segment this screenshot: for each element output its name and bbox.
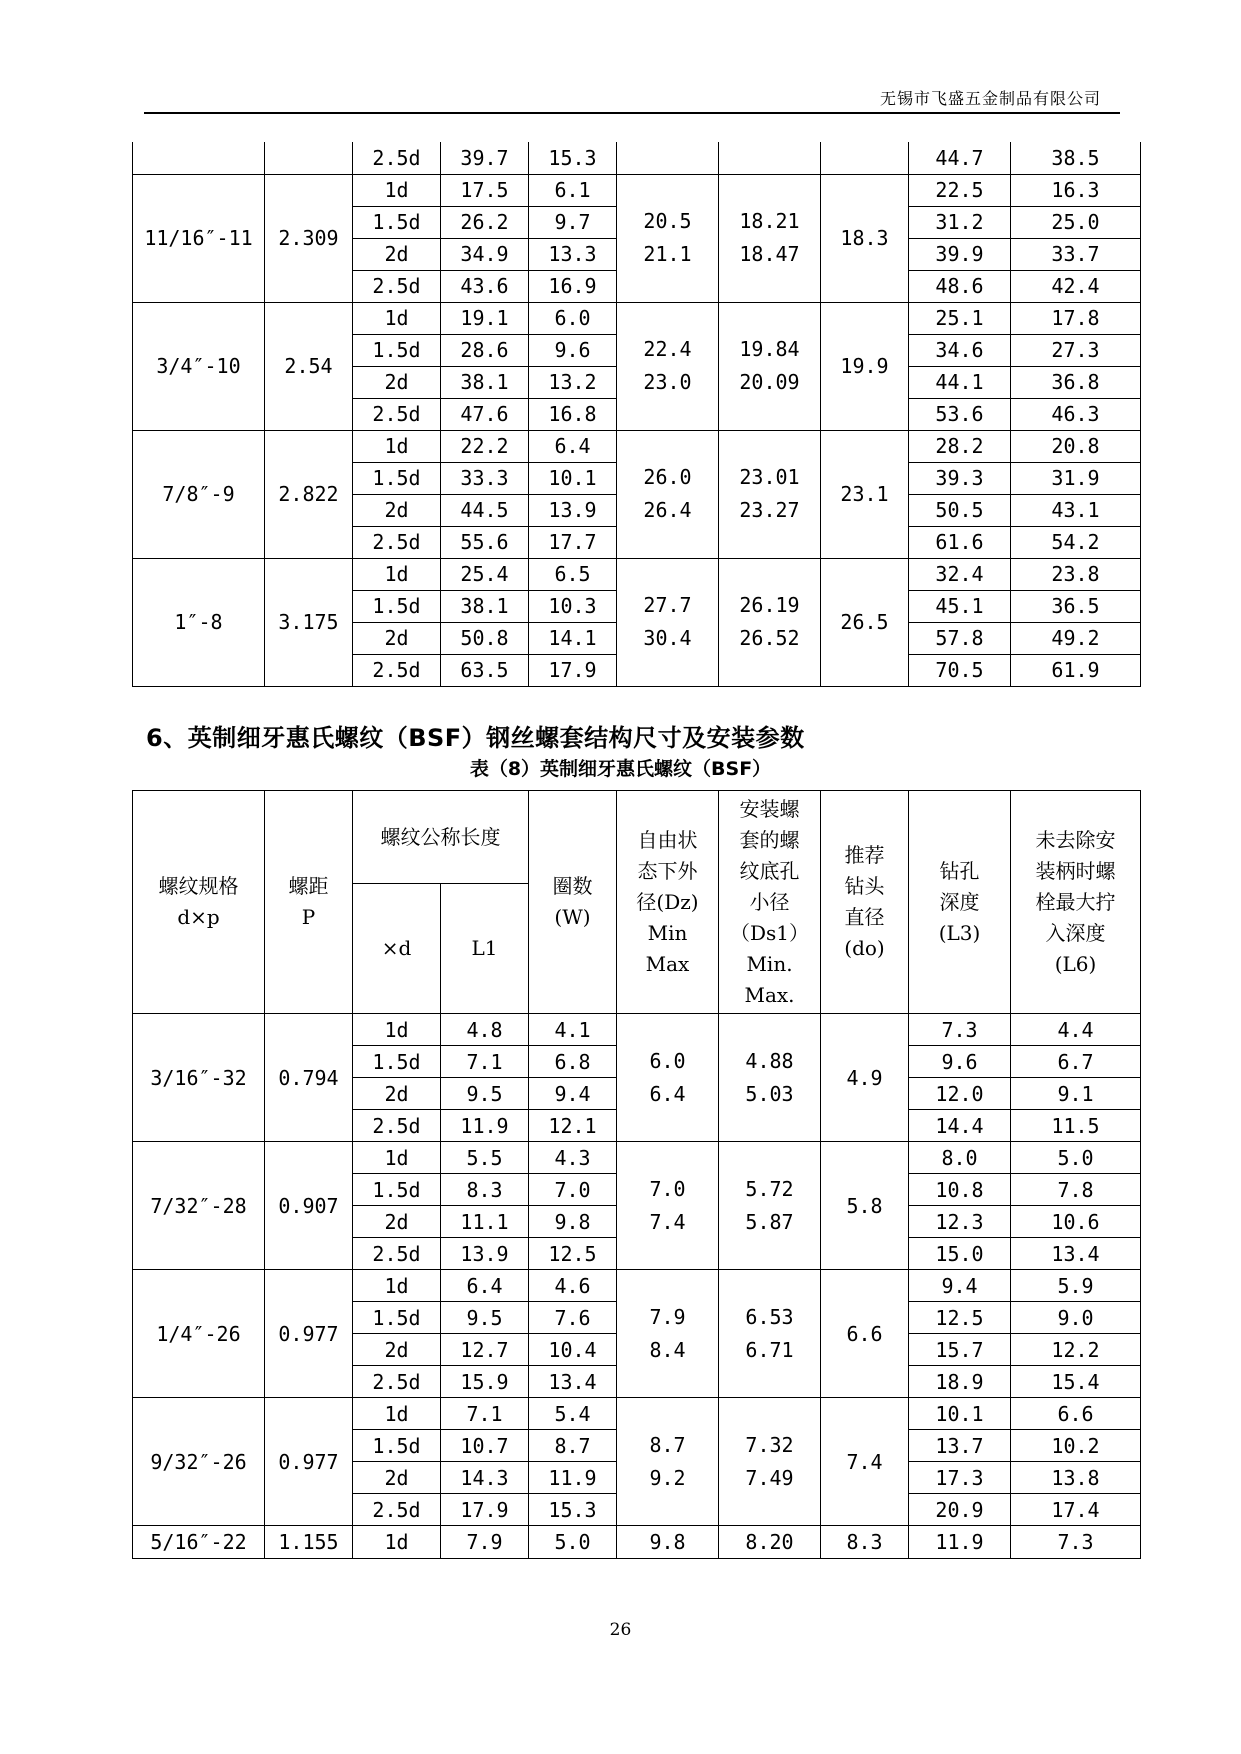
header-spec: 螺纹规格 d×p [133, 791, 265, 1014]
nominal-multiple: 2d [353, 622, 441, 654]
ds1-min: 5.72 [745, 1176, 794, 1201]
drill-depth-l3: 18.9 [909, 1366, 1011, 1398]
coils-w: 4.1 [529, 1014, 617, 1046]
tap-minor-diameter [719, 1142, 821, 1270]
drill-depth-l3: 8.0 [909, 1142, 1011, 1174]
nominal-multiple: 1d [353, 558, 441, 590]
length-l1: 26.2 [441, 206, 529, 238]
ds1-max: 26.52 [739, 626, 800, 650]
max-depth-l6: 9.0 [1011, 1302, 1141, 1334]
coils-w: 6.1 [529, 174, 617, 206]
coils-w: 9.6 [529, 334, 617, 366]
length-l1: 9.5 [441, 1078, 529, 1110]
drill-depth-l3: 10.8 [909, 1174, 1011, 1206]
coils-w: 4.3 [529, 1142, 617, 1174]
drill-depth-l3: 31.2 [909, 206, 1011, 238]
tap-minor-diameter [719, 558, 821, 686]
drill-depth-l3: 14.4 [909, 1110, 1011, 1142]
length-l1: 11.9 [441, 1110, 529, 1142]
max-depth-l6: 33.7 [1011, 238, 1141, 270]
coils-w: 14.1 [529, 622, 617, 654]
nominal-multiple: 2.5d [353, 654, 441, 686]
drill-depth-l3: 7.3 [909, 1014, 1011, 1046]
empty-cell [133, 142, 265, 174]
dz-max: 9.2 [649, 1465, 686, 1490]
nominal-multiple: 2.5d [353, 526, 441, 558]
coils-w: 10.4 [529, 1334, 617, 1366]
drill-depth-l3: 53.6 [909, 398, 1011, 430]
header-drill-diameter: 推荐 钻头 直径 (do) [821, 791, 909, 1014]
coils-w: 16.9 [529, 270, 617, 302]
thread-spec: 9/32″-26 [133, 1398, 265, 1526]
dz-min: 20.5 [643, 209, 692, 233]
length-l1: 10.7 [441, 1430, 529, 1462]
drill-depth-l3: 25.1 [909, 302, 1011, 334]
coils-w: 7.6 [529, 1302, 617, 1334]
nominal-multiple: 2.5d [353, 270, 441, 302]
length-l1: 5.5 [441, 1142, 529, 1174]
length-l1: 63.5 [441, 654, 529, 686]
length-l1: 43.6 [441, 270, 529, 302]
max-depth-l6: 43.1 [1011, 494, 1141, 526]
length-l1: 19.1 [441, 302, 529, 334]
coils-w: 13.3 [529, 238, 617, 270]
dz-min: 22.4 [643, 337, 692, 361]
free-outer-diameter [617, 558, 719, 686]
thread-pitch: 2.822 [265, 430, 353, 558]
header-max-depth: 未去除安 装柄时螺 栓最大拧 入深度 (L6) [1011, 791, 1141, 1014]
drill-depth-l3: 39.3 [909, 462, 1011, 494]
length-l1: 38.1 [441, 590, 529, 622]
max-depth-l6: 5.9 [1011, 1270, 1141, 1302]
thread-pitch: 1.155 [265, 1526, 353, 1559]
coils-w: 9.7 [529, 206, 617, 238]
nominal-multiple: 1d [353, 174, 441, 206]
header-coils: 圈数 (W) [529, 791, 617, 1014]
page-number: 26 [609, 1620, 632, 1640]
drill-depth-l3: 17.3 [909, 1462, 1011, 1494]
max-depth-l6: 13.8 [1011, 1462, 1141, 1494]
dz-max: 7.4 [649, 1209, 686, 1234]
max-depth-l6: 27.3 [1011, 334, 1141, 366]
drill-depth-l3: 57.8 [909, 622, 1011, 654]
header-l1: L1 [441, 884, 529, 1014]
max-depth-l6: 31.9 [1011, 462, 1141, 494]
dz-min: 27.7 [643, 593, 692, 617]
length-l1: 55.6 [441, 526, 529, 558]
thread-pitch: 3.175 [265, 558, 353, 686]
nominal-multiple: 2.5d [353, 1110, 441, 1142]
drill-depth-l3: 15.0 [909, 1238, 1011, 1270]
max-depth-l6: 13.4 [1011, 1238, 1141, 1270]
tap-minor-diameter: 8.20 [719, 1526, 821, 1559]
free-outer-diameter [617, 302, 719, 430]
max-depth-l6: 6.7 [1011, 1046, 1141, 1078]
max-depth-l6: 61.9 [1011, 654, 1141, 686]
nominal-multiple: 2.5d [353, 142, 441, 174]
nominal-multiple: 2d [353, 238, 441, 270]
ds1-min: 26.19 [739, 593, 800, 617]
length-l1: 12.7 [441, 1334, 529, 1366]
coils-w: 13.2 [529, 366, 617, 398]
drill-depth-l3: 10.1 [909, 1398, 1011, 1430]
coils-w: 5.0 [529, 1526, 617, 1559]
thread-spec: 1″-8 [133, 558, 265, 686]
nominal-multiple: 2.5d [353, 398, 441, 430]
drill-depth-l3: 39.9 [909, 238, 1011, 270]
table-row [133, 430, 1141, 462]
drill-depth-l3: 50.5 [909, 494, 1011, 526]
drill-depth-l3: 9.4 [909, 1270, 1011, 1302]
max-depth-l6: 15.4 [1011, 1366, 1141, 1398]
dz-max: 6.4 [649, 1081, 686, 1106]
nominal-multiple: 1d [353, 302, 441, 334]
drill-depth-l3: 44.1 [909, 366, 1011, 398]
coils-w: 9.4 [529, 1078, 617, 1110]
tap-minor-diameter [719, 1014, 821, 1142]
length-l1: 34.9 [441, 238, 529, 270]
ds1-min: 19.84 [739, 337, 800, 361]
ds1-max: 6.71 [745, 1337, 794, 1362]
drill-diameter: 19.9 [821, 302, 909, 430]
empty-cell [821, 142, 909, 174]
dz-min: 7.0 [649, 1176, 686, 1201]
drill-diameter: 4.9 [821, 1014, 909, 1142]
drill-diameter: 26.5 [821, 558, 909, 686]
thread-spec: 7/32″-28 [133, 1142, 265, 1270]
thread-spec: 7/8″-9 [133, 430, 265, 558]
max-depth-l6: 10.2 [1011, 1430, 1141, 1462]
free-outer-diameter [617, 430, 719, 558]
max-depth-l6: 7.3 [1011, 1526, 1141, 1559]
nominal-multiple: 1.5d [353, 1302, 441, 1334]
thread-pitch: 2.54 [265, 302, 353, 430]
header-xd: ×d [353, 884, 441, 1014]
nominal-multiple: 1.5d [353, 1046, 441, 1078]
thread-spec: 3/16″-32 [133, 1014, 265, 1142]
length-l1: 7.1 [441, 1398, 529, 1430]
length-l1: 7.1 [441, 1046, 529, 1078]
coils-w: 6.5 [529, 558, 617, 590]
nominal-multiple: 1d [353, 1014, 441, 1046]
drill-depth-l3: 70.5 [909, 654, 1011, 686]
length-l1: 11.1 [441, 1206, 529, 1238]
section-title: 6、英制细牙惠氏螺纹（BSF）钢丝螺套结构尺寸及安装参数 [146, 724, 805, 752]
thread-pitch: 0.977 [265, 1270, 353, 1398]
drill-depth-l3: 12.3 [909, 1206, 1011, 1238]
max-depth-l6: 17.8 [1011, 302, 1141, 334]
max-depth-l6: 4.4 [1011, 1014, 1141, 1046]
max-depth-l6: 42.4 [1011, 270, 1141, 302]
max-depth-l6: 36.8 [1011, 366, 1141, 398]
length-l1: 17.9 [441, 1494, 529, 1526]
coils-w: 17.9 [529, 654, 617, 686]
max-depth-l6: 54.2 [1011, 526, 1141, 558]
ds1-min: 4.88 [745, 1048, 794, 1073]
drill-depth-l3: 20.9 [909, 1494, 1011, 1526]
thread-pitch: 0.907 [265, 1142, 353, 1270]
table-row [133, 1270, 1141, 1302]
ds1-max: 18.47 [739, 242, 800, 266]
length-l1: 4.8 [441, 1014, 529, 1046]
coils-w: 12.5 [529, 1238, 617, 1270]
free-outer-diameter [617, 1014, 719, 1142]
dz-max: 8.4 [649, 1337, 686, 1362]
coils-w: 5.4 [529, 1398, 617, 1430]
length-l1: 17.5 [441, 174, 529, 206]
ds1-min: 6.53 [745, 1304, 794, 1329]
coils-w: 13.4 [529, 1366, 617, 1398]
bsf-table [132, 790, 1141, 1559]
drill-diameter: 23.1 [821, 430, 909, 558]
drill-depth-l3: 12.0 [909, 1078, 1011, 1110]
dz-min: 6.0 [649, 1048, 686, 1073]
drill-depth-l3: 9.6 [909, 1046, 1011, 1078]
coils-w: 12.1 [529, 1110, 617, 1142]
table-row [133, 1014, 1141, 1046]
coils-w: 9.8 [529, 1206, 617, 1238]
max-depth-l6: 12.2 [1011, 1334, 1141, 1366]
coils-w: 16.8 [529, 398, 617, 430]
length-l1: 38.1 [441, 366, 529, 398]
coils-w: 11.9 [529, 1462, 617, 1494]
nominal-multiple: 1.5d [353, 462, 441, 494]
free-outer-diameter [617, 1270, 719, 1398]
coils-w: 6.8 [529, 1046, 617, 1078]
thread-spec: 1/4″-26 [133, 1270, 265, 1398]
max-depth-l6: 7.8 [1011, 1174, 1141, 1206]
max-depth-l6: 20.8 [1011, 430, 1141, 462]
coils-w: 13.9 [529, 494, 617, 526]
max-depth-l6: 6.6 [1011, 1398, 1141, 1430]
nominal-multiple: 1d [353, 430, 441, 462]
drill-depth-l3: 34.6 [909, 334, 1011, 366]
header-rule [144, 112, 1120, 114]
length-l1: 44.5 [441, 494, 529, 526]
header-ds1: 安装螺 套的螺 纹底孔 小径 （Ds1） Min. Max. [719, 791, 821, 1014]
max-depth-l6: 17.4 [1011, 1494, 1141, 1526]
tap-minor-diameter [719, 1270, 821, 1398]
table-row [133, 1142, 1141, 1174]
empty-cell [617, 142, 719, 174]
table-row [133, 174, 1141, 206]
max-depth-l6: 38.5 [1011, 142, 1141, 174]
nominal-multiple: 2d [353, 1078, 441, 1110]
coils-w: 10.1 [529, 462, 617, 494]
header-nominal-length: 螺纹公称长度 [353, 791, 529, 884]
length-l1: 25.4 [441, 558, 529, 590]
drill-depth-l3: 44.7 [909, 142, 1011, 174]
coils-w: 17.7 [529, 526, 617, 558]
coils-w: 10.3 [529, 590, 617, 622]
drill-depth-l3: 13.7 [909, 1430, 1011, 1462]
free-outer-diameter [617, 1142, 719, 1270]
tap-minor-diameter [719, 1398, 821, 1526]
drill-depth-l3: 61.6 [909, 526, 1011, 558]
nominal-multiple: 2d [353, 1206, 441, 1238]
drill-diameter: 18.3 [821, 174, 909, 302]
nominal-multiple: 2.5d [353, 1238, 441, 1270]
thread-pitch: 0.794 [265, 1014, 353, 1142]
nominal-multiple: 1d [353, 1398, 441, 1430]
nominal-multiple: 1.5d [353, 1174, 441, 1206]
coils-w: 8.7 [529, 1430, 617, 1462]
free-outer-diameter [617, 174, 719, 302]
table-caption: 表（8）英制细牙惠氏螺纹（BSF） [469, 758, 772, 780]
dz-min: 26.0 [643, 465, 692, 489]
tap-minor-diameter [719, 430, 821, 558]
drill-diameter: 7.4 [821, 1398, 909, 1526]
dz-max: 30.4 [643, 626, 692, 650]
table-row [133, 142, 1141, 174]
header-pitch: 螺距 P [265, 791, 353, 1014]
length-l1: 50.8 [441, 622, 529, 654]
nominal-multiple: 2d [353, 494, 441, 526]
thread-spec: 11/16″-11 [133, 174, 265, 302]
dz-min: 8.7 [649, 1432, 686, 1457]
max-depth-l6: 5.0 [1011, 1142, 1141, 1174]
max-depth-l6: 9.1 [1011, 1078, 1141, 1110]
continuation-table [132, 142, 1141, 687]
max-depth-l6: 23.8 [1011, 558, 1141, 590]
drill-diameter: 5.8 [821, 1142, 909, 1270]
drill-depth-l3: 15.7 [909, 1334, 1011, 1366]
max-depth-l6: 25.0 [1011, 206, 1141, 238]
ds1-max: 20.09 [739, 370, 800, 394]
drill-depth-l3: 45.1 [909, 590, 1011, 622]
dz-max: 26.4 [643, 498, 692, 522]
max-depth-l6: 49.2 [1011, 622, 1141, 654]
header-drill-depth: 钻孔 深度 (L3) [909, 791, 1011, 1014]
length-l1: 14.3 [441, 1462, 529, 1494]
nominal-multiple: 2.5d [353, 1494, 441, 1526]
table-row [133, 302, 1141, 334]
ds1-max: 5.03 [745, 1081, 794, 1106]
drill-depth-l3: 48.6 [909, 270, 1011, 302]
nominal-multiple: 2d [353, 366, 441, 398]
length-l1: 7.9 [441, 1526, 529, 1559]
coils-w: 6.4 [529, 430, 617, 462]
drill-depth-l3: 12.5 [909, 1302, 1011, 1334]
max-depth-l6: 10.6 [1011, 1206, 1141, 1238]
nominal-multiple: 1.5d [353, 590, 441, 622]
length-l1: 47.6 [441, 398, 529, 430]
thread-pitch: 2.309 [265, 174, 353, 302]
nominal-multiple: 1.5d [353, 1430, 441, 1462]
length-l1: 15.9 [441, 1366, 529, 1398]
empty-cell [265, 142, 353, 174]
thread-pitch: 0.977 [265, 1398, 353, 1526]
nominal-multiple: 1d [353, 1270, 441, 1302]
coils-w: 7.0 [529, 1174, 617, 1206]
max-depth-l6: 36.5 [1011, 590, 1141, 622]
drill-depth-l3: 32.4 [909, 558, 1011, 590]
coils-w: 15.3 [529, 142, 617, 174]
tap-minor-diameter [719, 302, 821, 430]
company-name: 无锡市飞盛五金制品有限公司 [879, 89, 1101, 108]
length-l1: 28.6 [441, 334, 529, 366]
nominal-multiple: 2d [353, 1462, 441, 1494]
max-depth-l6: 11.5 [1011, 1110, 1141, 1142]
ds1-max: 23.27 [739, 498, 800, 522]
length-l1: 22.2 [441, 430, 529, 462]
drill-depth-l3: 11.9 [909, 1526, 1011, 1559]
ds1-min: 7.32 [745, 1432, 794, 1457]
nominal-multiple: 1d [353, 1142, 441, 1174]
thread-spec: 5/16″-22 [133, 1526, 265, 1559]
max-depth-l6: 46.3 [1011, 398, 1141, 430]
length-l1: 13.9 [441, 1238, 529, 1270]
drill-diameter: 6.6 [821, 1270, 909, 1398]
drill-depth-l3: 28.2 [909, 430, 1011, 462]
tap-minor-diameter [719, 174, 821, 302]
table-row [133, 1398, 1141, 1430]
ds1-min: 23.01 [739, 465, 800, 489]
drill-depth-l3: 22.5 [909, 174, 1011, 206]
nominal-multiple: 1.5d [353, 334, 441, 366]
empty-cell [719, 142, 821, 174]
ds1-max: 7.49 [745, 1465, 794, 1490]
table-row [133, 558, 1141, 590]
length-l1: 6.4 [441, 1270, 529, 1302]
free-outer-diameter [617, 1398, 719, 1526]
max-depth-l6: 16.3 [1011, 174, 1141, 206]
length-l1: 8.3 [441, 1174, 529, 1206]
length-l1: 39.7 [441, 142, 529, 174]
coils-w: 6.0 [529, 302, 617, 334]
thread-spec: 3/4″-10 [133, 302, 265, 430]
header-dz: 自由状 态下外 径(Dz) Min Max [617, 791, 719, 1014]
drill-diameter: 8.3 [821, 1526, 909, 1559]
nominal-multiple: 2d [353, 1334, 441, 1366]
coils-w: 15.3 [529, 1494, 617, 1526]
nominal-multiple: 2.5d [353, 1366, 441, 1398]
ds1-max: 5.87 [745, 1209, 794, 1234]
coils-w: 4.6 [529, 1270, 617, 1302]
dz-min: 7.9 [649, 1304, 686, 1329]
free-outer-diameter: 9.8 [617, 1526, 719, 1559]
dz-max: 21.1 [643, 242, 692, 266]
length-l1: 33.3 [441, 462, 529, 494]
ds1-min: 18.21 [739, 209, 800, 233]
dz-max: 23.0 [643, 370, 692, 394]
table-row [133, 1526, 1141, 1559]
nominal-multiple: 1.5d [353, 206, 441, 238]
nominal-multiple: 1d [353, 1526, 441, 1559]
length-l1: 9.5 [441, 1302, 529, 1334]
